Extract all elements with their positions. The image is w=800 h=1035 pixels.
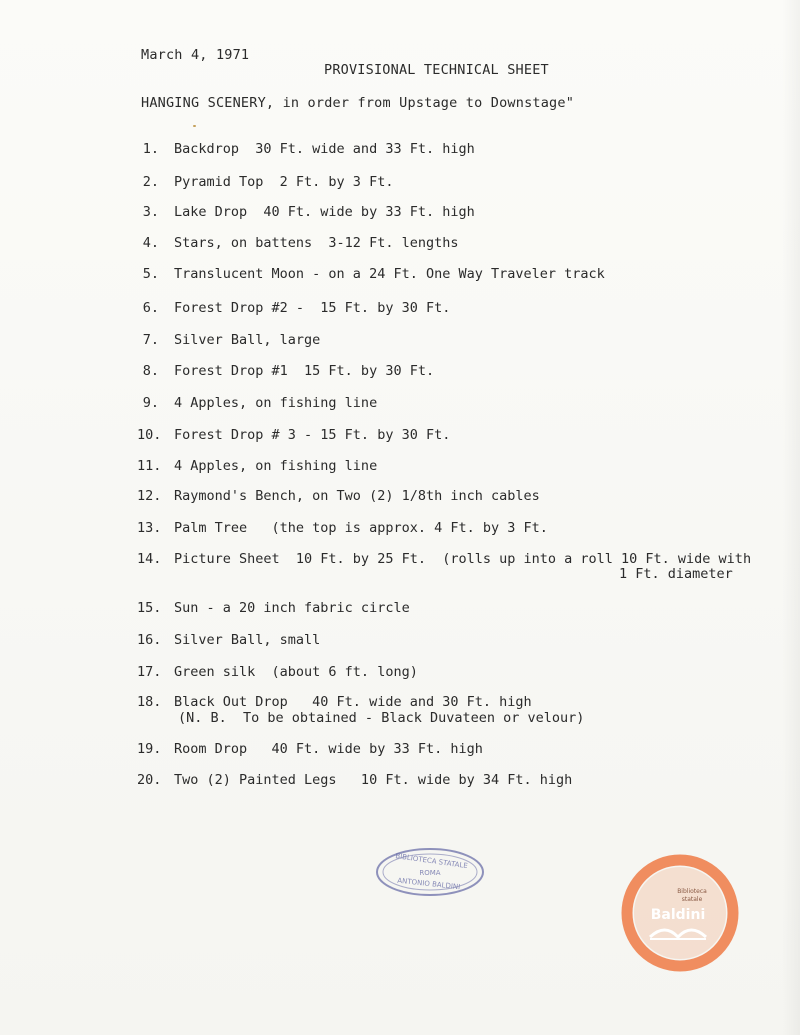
item-text: Backdrop 30 Ft. wide and 33 Ft. high — [174, 141, 475, 157]
list-item — [0, 235, 800, 255]
list-item — [0, 772, 800, 792]
item-number: 13. — [137, 520, 162, 536]
item-number: 6. — [142, 300, 159, 316]
item-text: Sun - a 20 inch fabric circle — [174, 600, 410, 616]
item-number: 8. — [142, 363, 159, 379]
item-text: Translucent Moon - on a 24 Ft. One Way Traveler track — [174, 266, 605, 282]
item-number: 10. — [137, 427, 162, 443]
list-item — [0, 266, 800, 286]
item-text: Two (2) Painted Legs 10 Ft. wide by 34 Ft. high — [174, 772, 573, 788]
item-number: 12. — [137, 488, 162, 504]
item-number: 11. — [137, 458, 162, 474]
list-item — [0, 632, 800, 652]
list-item — [0, 204, 800, 224]
list-item — [0, 600, 800, 620]
svg-text:ANTONIO BALDINI: ANTONIO BALDINI — [396, 876, 461, 892]
item-text: Pyramid Top 2 Ft. by 3 Ft. — [174, 174, 394, 190]
list-item — [0, 741, 800, 761]
document-title: PROVISIONAL TECHNICAL SHEET — [324, 62, 549, 78]
document-subtitle: HANGING SCENERY, in order from Upstage to Downstage" — [141, 95, 575, 111]
svg-text:BIBLIOTECA STATALE: BIBLIOTECA STATALE — [394, 852, 469, 871]
item-number: 19. — [137, 741, 162, 757]
item-number: 14. — [137, 551, 162, 567]
item-text: Raymond's Bench, on Two (2) 1/8th inch cables — [174, 488, 540, 504]
item-text: 4 Apples, on fishing line — [174, 458, 378, 474]
item-text-continuation: 1 Ft. diameter — [619, 566, 733, 582]
svg-text:Biblioteca: Biblioteca — [677, 888, 707, 895]
svg-text:ROMA: ROMA — [419, 869, 441, 877]
item-text: Silver Ball, small — [174, 632, 321, 648]
item-text: Lake Drop 40 Ft. wide by 33 Ft. high — [174, 204, 475, 220]
list-item — [0, 332, 800, 352]
svg-text:statale: statale — [681, 896, 703, 903]
item-number: 17. — [137, 664, 162, 680]
list-item — [0, 363, 800, 383]
item-number: 16. — [137, 632, 162, 648]
list-item — [0, 664, 800, 684]
baldini-library-logo — [620, 853, 740, 973]
item-text: Picture Sheet 10 Ft. by 25 Ft. (rolls up into a roll 10 Ft. wide with — [174, 551, 752, 567]
library-stamp — [374, 846, 486, 898]
item-text: Forest Drop #1 15 Ft. by 30 Ft. — [174, 363, 435, 379]
list-item — [0, 520, 800, 540]
item-number: 20. — [137, 772, 162, 788]
list-item — [0, 141, 800, 161]
item-text: 4 Apples, on fishing line — [174, 395, 378, 411]
list-item — [0, 458, 800, 478]
svg-text:Baldini: Baldini — [650, 907, 706, 923]
item-text: Forest Drop # 3 - 15 Ft. by 30 Ft. — [174, 427, 451, 443]
item-number: 1. — [142, 141, 159, 157]
item-number: 7. — [142, 332, 159, 348]
list-item — [0, 694, 800, 730]
item-number: 15. — [137, 600, 162, 616]
item-text: Palm Tree (the top is approx. 4 Ft. by 3 Ft. — [174, 520, 548, 536]
list-item — [0, 395, 800, 415]
item-text: Room Drop 40 Ft. wide by 33 Ft. high — [174, 741, 483, 757]
item-text: Stars, on battens 3-12 Ft. lengths — [174, 235, 459, 251]
item-text-continuation: (N. B. To be obtained - Black Duvateen or velour) — [178, 710, 585, 726]
item-number: 5. — [142, 266, 159, 282]
item-number: 18. — [137, 694, 162, 710]
item-text: Silver Ball, large — [174, 332, 321, 348]
list-item — [0, 551, 800, 587]
document-date: March 4, 1971 — [141, 47, 250, 63]
item-text: Black Out Drop 40 Ft. wide and 30 Ft. high — [174, 694, 532, 710]
item-text: Forest Drop #2 - 15 Ft. by 30 Ft. — [174, 300, 451, 316]
item-number: 3. — [142, 204, 159, 220]
item-number: 9. — [142, 395, 159, 411]
ink-mark — [193, 125, 196, 127]
item-number: 4. — [142, 235, 159, 251]
list-item — [0, 488, 800, 508]
item-number: 2. — [142, 174, 159, 190]
list-item — [0, 174, 800, 194]
item-text: Green silk (about 6 ft. long) — [174, 664, 418, 680]
list-item — [0, 427, 800, 447]
list-item — [0, 300, 800, 320]
